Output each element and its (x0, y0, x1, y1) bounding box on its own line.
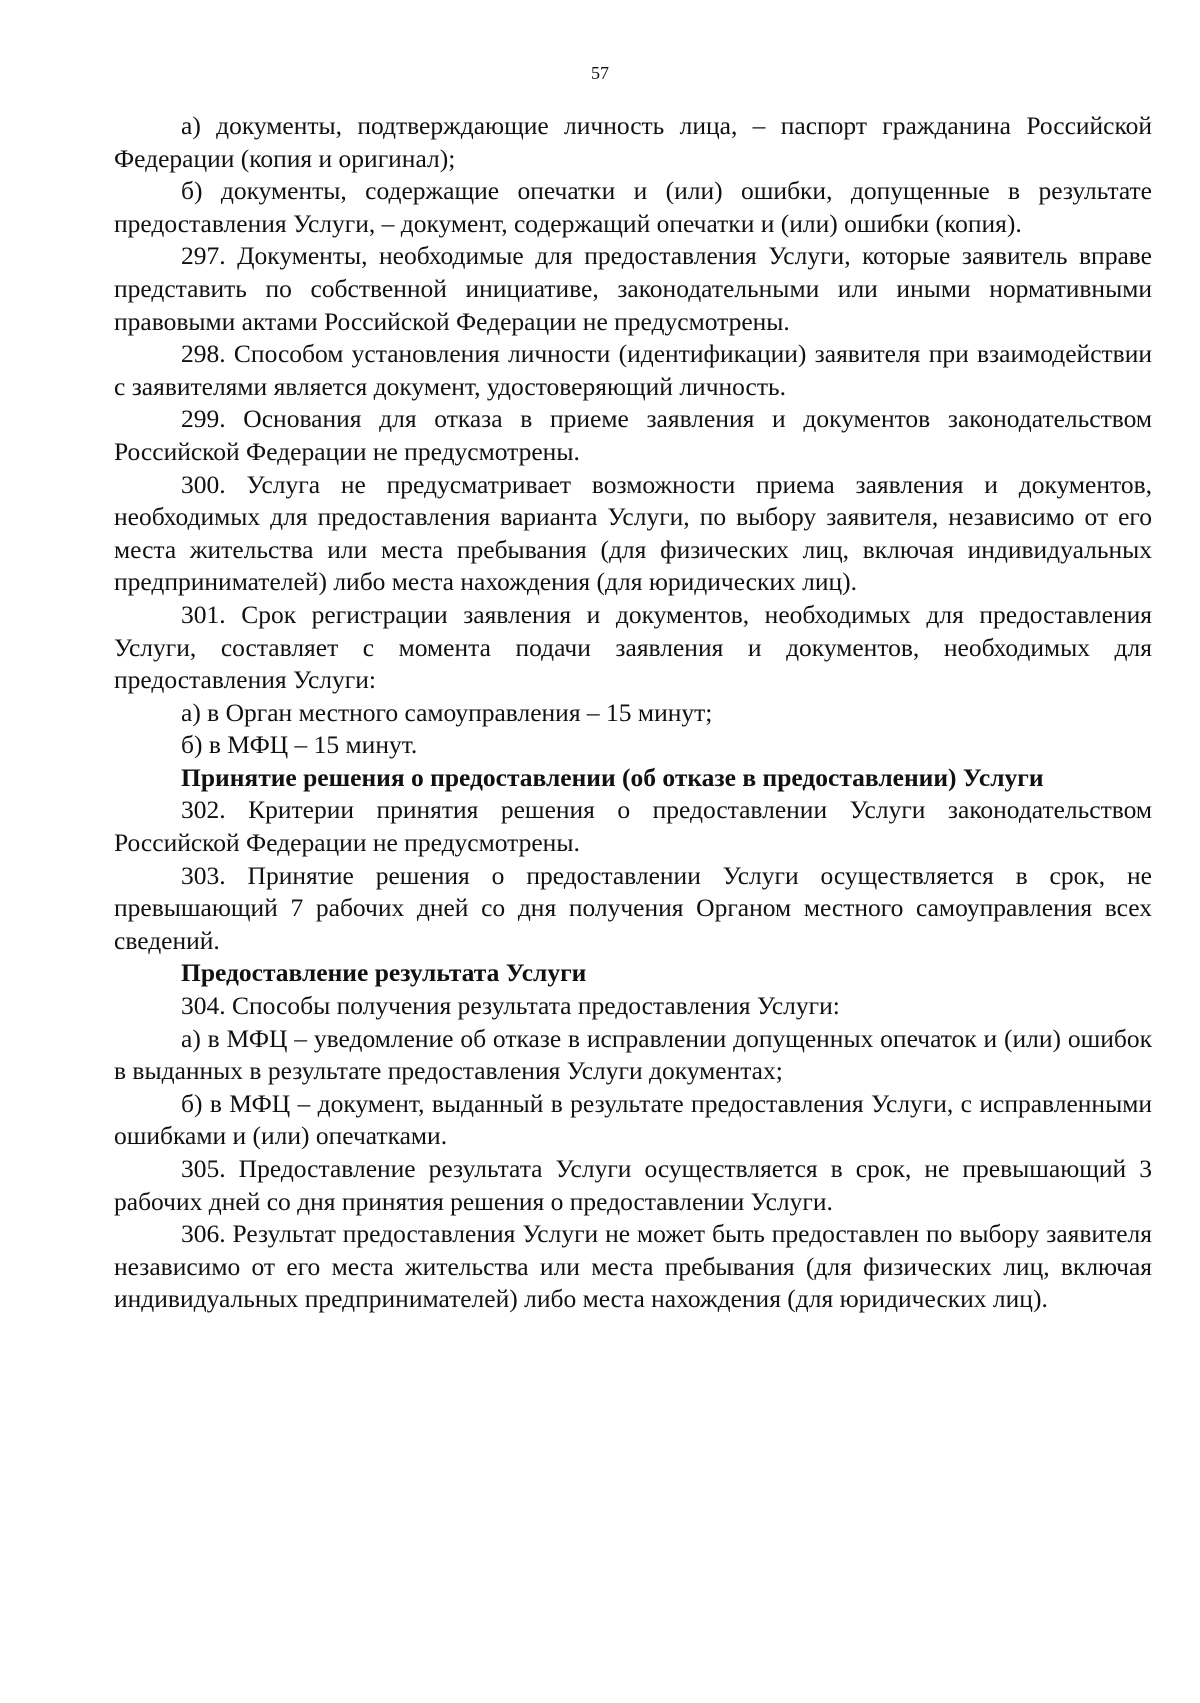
paragraph-303: 303. Принятие решения о предоставлении Услуги осуществляется в срок, не превышающий 7 рабочих дней со дня получения Органом местного самоуправления всех сведений. (114, 860, 1152, 955)
paragraph-299: 299. Основания для отказа в приеме заявления и документов законодательством Российской Федерации не предусмотрены. (114, 404, 1152, 466)
paragraph-297: 297. Документы, необходимые для предоставления Услуги, которые заявитель вправе представить по собственной инициативе, законодательными или иными нормативными правовыми актами Российской Федерации не предусмотрены. (114, 241, 1152, 336)
paragraph-300: 300. Услуга не предусматривает возможности приема заявления и документов, необходимых для предоставления варианта Услуги, по выбору заявителя, независимо от его места жительства или места пребывания (для физических лиц, включая индивидуальных предпринимателей) либо места нахождения (для юридических лиц). (114, 469, 1152, 597)
paragraph-304-item-b: б) в МФЦ – документ, выданный в результате предоставления Услуги, с исправленными ошибками и (или) опечатками. (114, 1088, 1152, 1151)
paragraph-301-item-b: б) в МФЦ – 15 минут. (181, 730, 418, 760)
paragraph-item-b: б) документы, содержащие опечатки и (или) ошибки, допущенные в результате предоставления Услуги, – документ, содержащий опечатки и (или) ошибки (копия). (114, 176, 1152, 238)
paragraph-302: 302. Критерии принятия решения о предоставлении Услуги законодательством Российской Федерации не предусмотрены. (114, 795, 1152, 858)
document-body (114, 110, 1152, 1316)
paragraph-301-item-a: а) в Орган местного самоуправления – 15 минут; (181, 697, 713, 727)
paragraph-item-a: а) документы, подтверждающие личность лица, – паспорт гражданина Российской Федерации (копия и оригинал); (114, 111, 1152, 173)
paragraph-304-item-a: а) в МФЦ – уведомление об отказе в исправлении допущенных опечаток и (или) ошибок в выданных в результате предоставления Услуги документах; (114, 1023, 1152, 1086)
paragraph-304: 304. Способы получения результата предоставления Услуги: (181, 991, 840, 1021)
page-number: 57 (591, 63, 609, 83)
paragraph-306: 306. Результат предоставления Услуги не может быть предоставлен по выбору заявителя независимо от его места жительства или места пребывания (для физических лиц, включая индивидуальных предпринимателей) либо места нахождения (для юридических лиц). (114, 1219, 1152, 1314)
section-heading-result: Предоставление результата Услуги (181, 958, 587, 988)
paragraph-301: 301. Срок регистрации заявления и документов, необходимых для предоставления Услуги, составляет с момента подачи заявления и документов, необходимых для предоставления Услуги: (114, 599, 1152, 695)
paragraph-298: 298. Способом установления личности (идентификации) заявителя при взаимодействии с заявителями является документ, удостоверяющий личность. (114, 339, 1152, 401)
paragraph-305: 305. Предоставление результата Услуги осуществляется в срок, не превышающий 3 рабочих дней со дня принятия решения о предоставлении Услуги. (114, 1154, 1152, 1216)
section-heading-decision: Принятие решения о предоставлении (об отказе в предоставлении) Услуги (181, 762, 1044, 792)
